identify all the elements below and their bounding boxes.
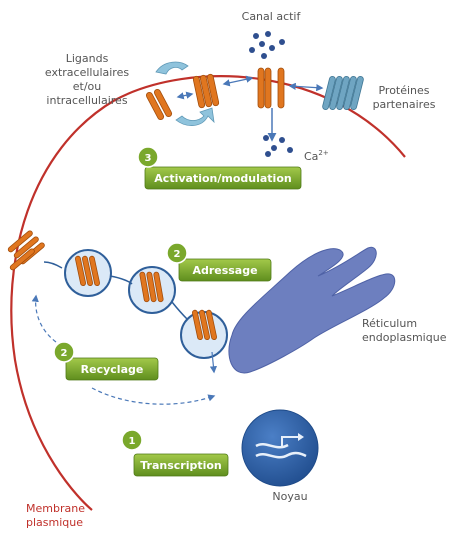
ligand-arrow (176, 108, 214, 126)
label-calcium: $Ca^{2+}$ (304, 149, 329, 163)
step-number-badge: 2 (60, 348, 68, 359)
step-number-badge: 1 (128, 436, 136, 447)
ion-dots-icon (249, 31, 285, 59)
label-noyau: Noyau (272, 490, 308, 503)
step-label: Adressage (192, 264, 258, 277)
interaction-arrow (224, 78, 252, 84)
recycling-arrow (92, 388, 214, 404)
step-number-badge: 3 (144, 153, 152, 164)
partner-protein-icon (322, 76, 364, 110)
label-ligands-line2: extracellulaires (44, 66, 130, 79)
label-membrane-line2: plasmique (26, 516, 84, 529)
step-recyclage (54, 342, 158, 380)
recycling-arrow (36, 296, 56, 342)
step-label: Recyclage (80, 363, 144, 376)
step-transcription (122, 430, 228, 476)
nucleus-icon (242, 410, 318, 486)
label-ligands-line4: intracellulaires (46, 94, 128, 107)
step-label: Transcription (140, 459, 222, 472)
step-adressage (167, 243, 271, 281)
label-ligands-line3: et/ou (72, 80, 102, 93)
step-activation (138, 147, 301, 189)
label-membrane-line1: Membrane (26, 502, 85, 515)
label-ligands-line1: Ligands (65, 52, 109, 65)
step-number-badge: 2 (173, 249, 181, 260)
ion-dots-icon (263, 135, 293, 157)
label-reticulum-line2: endoplasmique (362, 331, 447, 344)
label-canal-actif: Canal actif (241, 10, 301, 23)
ligand-arrow (156, 62, 188, 74)
channel-icon (7, 68, 284, 340)
interaction-arrow (178, 94, 192, 97)
vesicle-path (110, 276, 132, 284)
step-label: Activation/modulation (154, 172, 292, 185)
label-reticulum-line1: Réticulum (362, 317, 418, 330)
vesicle-path (172, 302, 188, 320)
vesicle-path (44, 262, 62, 268)
label-proteines-line1: Protéines (378, 84, 430, 97)
label-proteines-line2: partenaires (372, 98, 436, 111)
